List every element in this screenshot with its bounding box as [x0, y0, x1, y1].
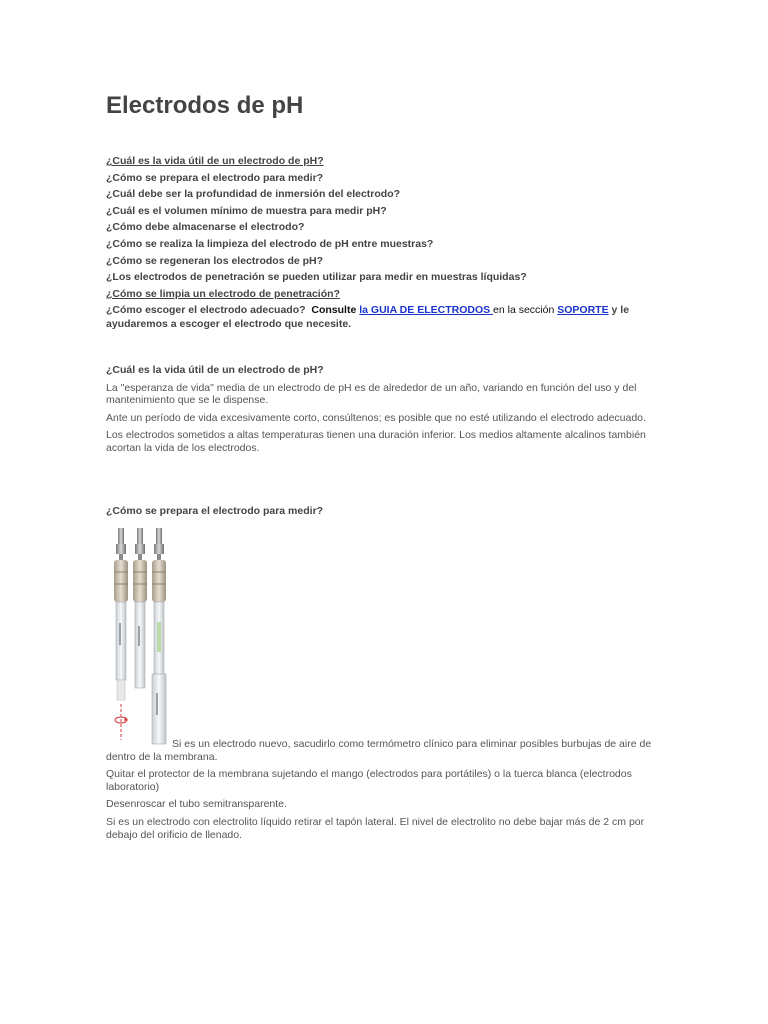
paragraph	[106, 738, 666, 763]
faq-item-penetracion-liquidos: ¿Los electrodos de penetración se pueden utilizar para medir en muestras líquidas?	[106, 271, 527, 284]
faq-item-almacenamiento: ¿Cómo debe almacenarse el electrodo?	[106, 221, 305, 234]
help-rest: ayudaremos a escoger el electrodo que necesite.	[106, 318, 352, 331]
page-title: Electrodos de pH	[106, 92, 304, 119]
paragraph: La "esperanza de vida" media de un electrodo de pH es de alrededor de un año, variando en función del uso y del mantenimiento que se le dispense.	[106, 381, 637, 407]
help-consulte: Consulte	[311, 304, 357, 317]
faq-item-profundidad: ¿Cuál debe ser la profundidad de inmersión del electrodo?	[106, 188, 401, 201]
electrode-illustration	[112, 528, 172, 746]
section-vida-util	[106, 364, 666, 460]
help-question: ¿Cómo escoger el electrodo adecuado?	[106, 304, 306, 317]
faq-link-vida-util[interactable]: ¿Cuál es la vida útil de un electrodo de pH?	[106, 155, 324, 167]
paragraph: Si es un electrodo con electrolito líquido retirar el tapón lateral. El nivel de electrolito no debe bajar más de 2 cm por debajo del orificio de llenado.	[106, 815, 645, 841]
faq-item-preparacion: ¿Cómo se prepara el electrodo para medir?	[106, 171, 324, 184]
section-heading: ¿Cuál es la vida útil de un electrodo de pH?	[106, 364, 324, 376]
faq-link-limpieza-penetracion[interactable]: ¿Cómo se limpia un electrodo de penetración?	[106, 287, 340, 300]
electrode-image	[112, 528, 172, 746]
faq-item-volumen: ¿Cuál es el volumen mínimo de muestra para medir pH?	[106, 204, 387, 217]
faq-list	[106, 153, 666, 331]
paragraph: Quitar el protector de la membrana sujetando el mango (electrodos para portátiles) o la tuerca blanca (electrodos laboratorio)	[106, 768, 632, 793]
help-and: y le	[611, 304, 630, 317]
paragraph: Desenroscar el tubo semitransparente.	[106, 798, 287, 811]
section-heading: ¿Cómo se prepara el electrodo para medir?	[106, 505, 324, 517]
section-preparacion	[106, 738, 666, 846]
soporte-link[interactable]: SOPORTE	[557, 304, 609, 317]
paragraph-text: Si es un electrodo nuevo, sacudirlo como termómetro clínico para eliminar posibles burbujas de aire de dentro de la membrana.	[106, 738, 652, 763]
help-paragraph	[106, 303, 666, 331]
faq-item-regeneracion: ¿Cómo se regeneran los electrodos de pH?	[106, 254, 324, 267]
faq-item-limpieza: ¿Cómo se realiza la limpieza del electrodo de pH entre muestras?	[106, 237, 434, 250]
guia-electrodos-link[interactable]: la GUIA DE ELECTRODOS	[359, 304, 494, 317]
paragraph: Ante un período de vida excesivamente corto, consúltenos; es posible que no esté utilizando el electrodo adecuado.	[106, 411, 646, 424]
paragraph: Los electrodos sometidos a altas temperaturas tienen una duración inferior. Los medios altamente alcalinos también acortan la vida de los electrodos.	[106, 429, 646, 454]
help-in-section: en la sección	[493, 304, 555, 317]
